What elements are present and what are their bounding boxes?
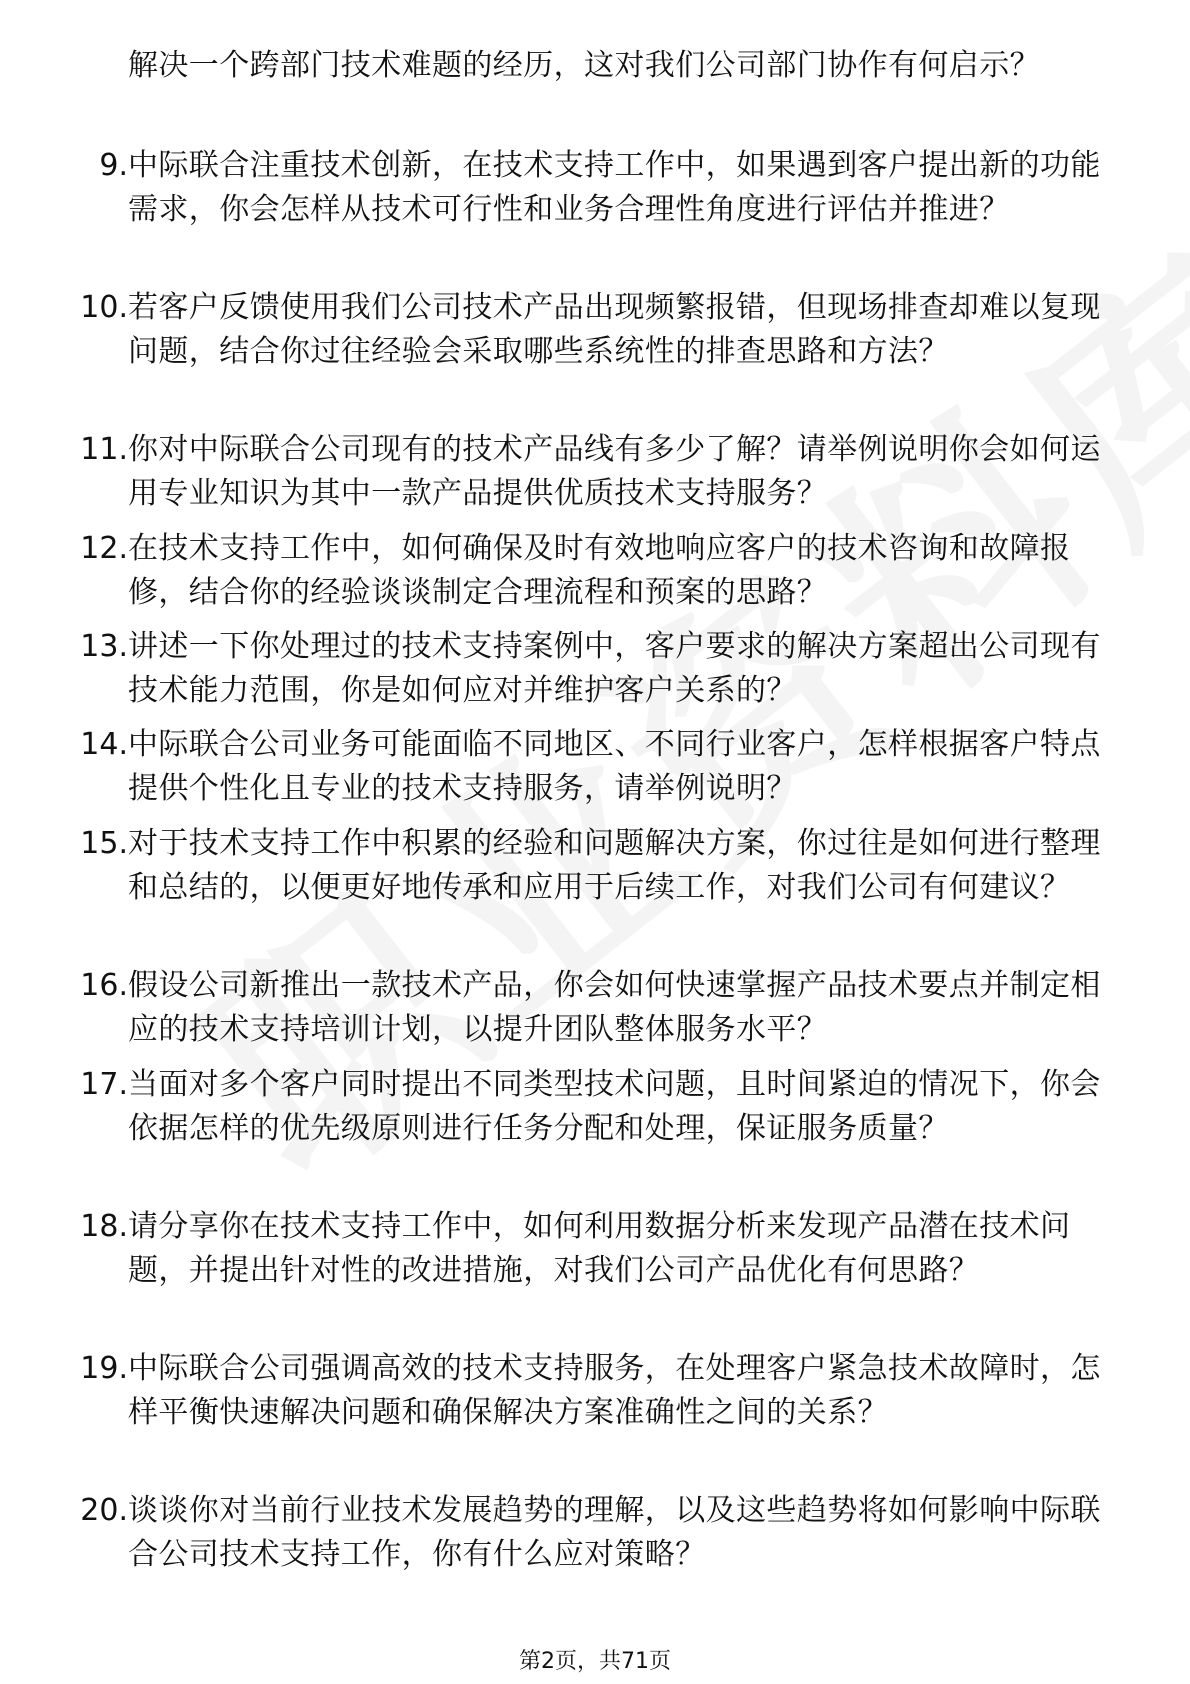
- question-number: 15.: [80, 826, 128, 861]
- question-text: 若客户反馈使用我们公司技术产品出现频繁报错，但现场排查却难以复现问题，结合你过往经验会采取哪些系统性的排查思路和方法？: [128, 290, 1101, 369]
- page-footer: 第2页，共71页: [519, 1649, 671, 1674]
- question-text: 假设公司新推出一款技术产品，你会如何快速掌握产品技术要点并制定相应的技术支持培训计划，以提升团队整体服务水平？: [128, 968, 1101, 1047]
- question-text: 对于技术支持工作中积累的经验和问题解决方案，你过往是如何进行整理和总结的，以便更好地传承和应用于后续工作，对我们公司有何建议？: [128, 826, 1101, 905]
- question-number: 10.: [80, 290, 128, 325]
- question-number: 14.: [80, 727, 128, 762]
- question-text: 中际联合注重技术创新，在技术支持工作中，如果遇到客户提出新的功能需求，你会怎样从技术可行性和业务合理性角度进行评估并推进？: [128, 148, 1101, 227]
- question-text: 你对中际联合公司现有的技术产品线有多少了解？请举例说明你会如何运用专业知识为其中一款产品提供优质技术支持服务？: [128, 432, 1101, 511]
- question-number: 19.: [80, 1351, 128, 1386]
- question-number: 9.: [99, 148, 128, 183]
- question-text: 请分享你在技术支持工作中，如何利用数据分析来发现产品潜在技术问题，并提出针对性的改进措施，对我们公司产品优化有何思路？: [128, 1209, 1071, 1288]
- question-text: 在技术支持工作中，如何确保及时有效地响应客户的技术咨询和故障报修，结合你的经验谈谈制定合理流程和预案的思路？: [128, 531, 1071, 610]
- question-text: 当面对多个客户同时提出不同类型技术问题，且时间紧迫的情况下，你会依据怎样的优先级原则进行任务分配和处理，保证服务质量？: [128, 1067, 1101, 1146]
- question-text: 讲述一下你处理过的技术支持案例中，客户要求的解决方案超出公司现有技术能力范围，你是如何应对并维护客户关系的？: [128, 629, 1101, 708]
- question-text: 中际联合公司强调高效的技术支持服务，在处理客户紧急技术故障时，怎样平衡快速解决问题和确保解决方案准确性之间的关系？: [128, 1351, 1101, 1430]
- question-number: 16.: [80, 968, 128, 1003]
- question-number: 13.: [80, 629, 128, 664]
- question-text: 中际联合公司业务可能面临不同地区、不同行业客户，怎样根据客户特点提供个性化且专业的技术支持服务，请举例说明？: [128, 727, 1101, 806]
- question-number: 20.: [80, 1493, 128, 1528]
- question-text: 解决一个跨部门技术难题的经历，这对我们公司部门协作有何启示？: [128, 48, 1040, 83]
- question-number: 12.: [80, 531, 128, 566]
- question-number: 18.: [80, 1209, 128, 1244]
- question-text: 谈谈你对当前行业技术发展趋势的理解，以及这些趋势将如何影响中际联合公司技术支持工作，你有什么应对策略？: [128, 1493, 1101, 1572]
- question-number: 11.: [80, 432, 128, 467]
- question-number: 17.: [80, 1067, 128, 1102]
